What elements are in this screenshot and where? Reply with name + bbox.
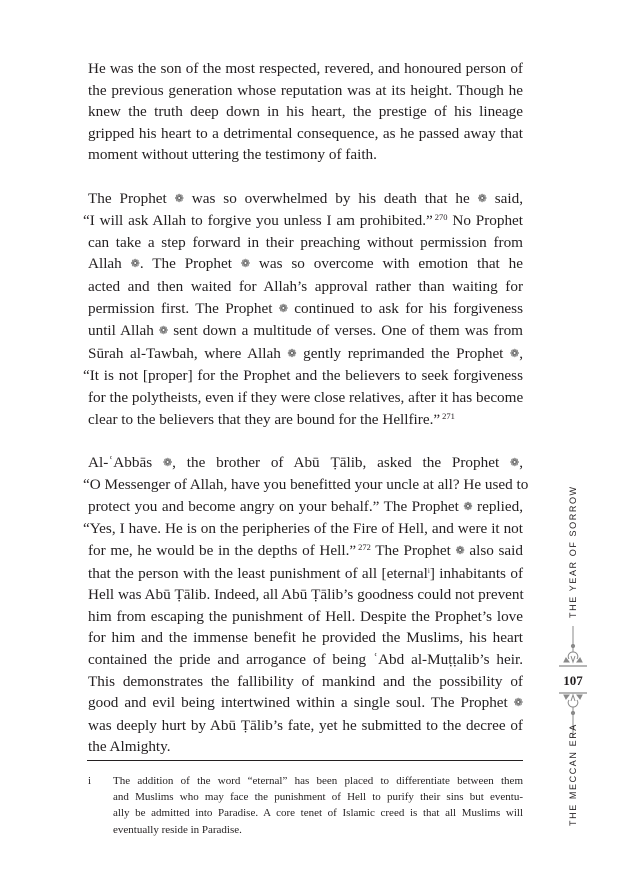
text-line: the previous generation whose reputation was at its height. Though he (88, 81, 523, 99)
text-line: acted and then waited for Allah’s approval rather than waiting for (88, 277, 523, 295)
text-line: This demonstrates the fallibility of mankind and the possibility of (88, 672, 523, 690)
salutation-icon: ❁ (278, 302, 288, 315)
footnote-line: and Muslims who may face the punishment of Hell to purify their sins but eventu- (113, 791, 523, 804)
salutation-icon: ❁ (130, 258, 140, 271)
text-line: him from escaping the punishment of Hell. Despite the Prophet’s love (88, 607, 523, 625)
endnote-reference[interactable]: 272 (358, 542, 371, 553)
text-line: for the polytheists, even if they were close relatives, after it has become (88, 388, 524, 406)
text-line: that the person with the least punishment of all [eternal$^i$] inhabitants of (88, 564, 523, 582)
text-line: Al-ʿAbbās ❁, the brother of Abū Ṭālib, asked the Prophet ❁, (88, 452, 523, 475)
salutation-icon: ❁ (174, 192, 184, 205)
text-line: The Prophet ❁ was so overwhelmed by his death that he ❁ said, (88, 188, 523, 211)
paragraph-1 (88, 58, 523, 166)
salutation-icon: ❁ (463, 500, 473, 513)
text-line: “It is not [proper] for the Prophet and the believers to seek forgiveness (83, 367, 523, 385)
text-line: gripped his heart to a detrimental consequence, as he passed away that (88, 124, 523, 142)
footnote-marker: i (88, 775, 92, 787)
salutation-icon: ❁ (509, 347, 520, 360)
salutation-icon: ❁ (455, 545, 465, 558)
footnote-text (113, 773, 523, 838)
body-text (83, 58, 529, 758)
text-line: protect you and become angry on your behalf.” The Prophet ❁ replied, (88, 496, 523, 519)
running-header-chapter: THE YEAR OF SORROW (568, 485, 578, 618)
footnote-reference[interactable]: i (427, 566, 430, 575)
text-line: was deeply hurt by Abū Ṭālib’s fate, yet he submitted to the decree of (88, 716, 523, 734)
paragraph-2 (83, 188, 524, 431)
footnote (88, 773, 523, 838)
salutation-icon: ❁ (477, 192, 487, 205)
text-line: Hell was Abū Ṭālib. Indeed, all Abū Ṭālib’s goodness could not prevent (88, 586, 524, 604)
footnote-divider (87, 760, 523, 761)
ornament-top-icon (558, 626, 588, 670)
running-header-part: THE MECCAN ERA (568, 723, 578, 826)
footnote-line: The addition of the word “eternal” has been placed to differentiate between them (113, 775, 523, 787)
salutation-icon: ❁ (510, 456, 520, 469)
text-line: moment without uttering the testimony of faith. (88, 146, 377, 164)
salutation-icon: ❁ (240, 258, 251, 271)
endnote-reference[interactable]: 270 (434, 212, 448, 223)
salutation-icon: ❁ (287, 347, 297, 360)
text-line: “O Messenger of Allah, have you benefitted your uncle at all? He used to (83, 476, 529, 494)
paragraph-3 (83, 452, 529, 758)
text-line: good and evil being intertwined within a single soul. The Prophet ❁ (88, 692, 523, 715)
text-line: permission first. The Prophet ❁ continued to ask for his forgiveness (88, 298, 523, 321)
salutation-icon: ❁ (158, 325, 169, 338)
text-line: clear to the believers that they are bound for the Hellfire.” $^{271}$ (88, 410, 455, 428)
text-line: until Allah ❁ sent down a multitude of verses. One of them was from (88, 320, 523, 343)
endnote-reference[interactable]: 271 (442, 410, 455, 421)
text-line: “Yes, I have. He is on the peripheries of the Fire of Hell, and were it not (83, 520, 523, 538)
salutation-icon: ❁ (162, 456, 173, 469)
text-line: for me, he would be in the depths of Hell.” $^{272}$ The Prophet ❁ also said (88, 540, 523, 563)
text-line: Sūrah al-Tawbah, where Allah ❁ gently reprimanded the Prophet ❁, (88, 343, 523, 366)
text-line: for him and the immense benefit he provided the Muslims, his heart (88, 629, 523, 647)
text-line: knew the truth deep down in his heart, the prestige of his lineage (88, 103, 523, 121)
salutation-icon: ❁ (513, 697, 523, 710)
footnote-line: ally be admitted into Paradise. A core tenet of Islamic creed is that all Muslims will (113, 807, 523, 820)
page-number: 107 (563, 673, 583, 688)
text-line: contained the pride and arrogance of being ʿAbd al-Muṭṭalib’s heir. (88, 651, 523, 669)
text-line: He was the son of the most respected, revered, and honoured person of (88, 60, 523, 77)
text-line: “I will ask Allah to forgive you unless I am prohibited.” $^{270}$ No Prophet (83, 212, 523, 230)
text-line: can take a step forward in their preaching without permission from (88, 233, 523, 251)
text-line: the Almighty. (88, 738, 171, 756)
text-line: Allah ❁. The Prophet ❁ was so overcome with emotion that he (88, 253, 523, 276)
footnote-line: eventually reside in Paradise. (113, 823, 242, 836)
page-margin-sidebar (555, 0, 591, 896)
